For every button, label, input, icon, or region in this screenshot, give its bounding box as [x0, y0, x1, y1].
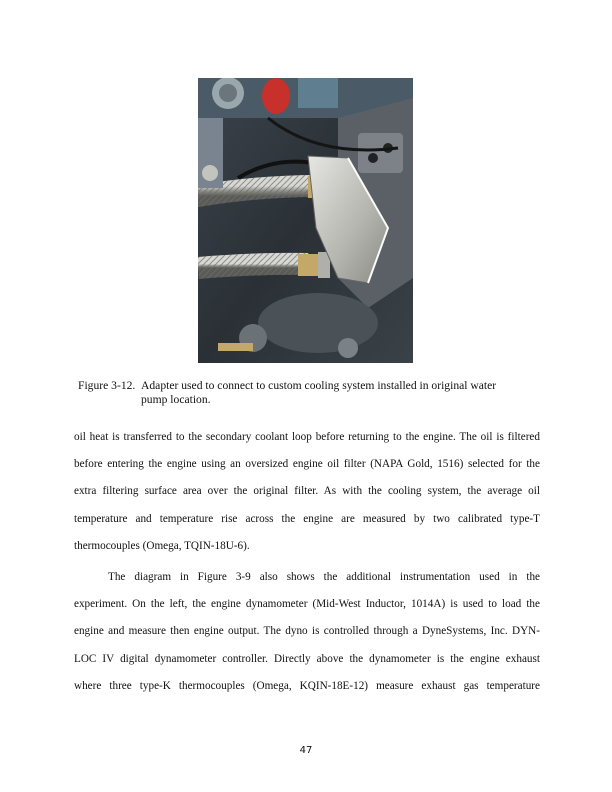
text-line: thermocouples (Omega, TQIN-18U-6). [74, 539, 250, 552]
body-paragraph-2 [74, 564, 540, 700]
caption-number: Figure 3-12. [78, 379, 136, 392]
text-line: oil heat is transferred to the secondary coolant loop before returning to the engine. The oil is filtered [74, 431, 540, 443]
figure-photo [198, 78, 413, 363]
text-line: The diagram in Figure 3-9 also shows the additional instrumentation used in the [108, 571, 540, 583]
text-line: where three type-K thermocouples (Omega, KQIN-18E-12) measure exhaust gas temperature [74, 679, 540, 692]
caption-text-line1: Adapter used to connect to custom cooling system installed in original water [141, 379, 497, 392]
caption-text-line2: pump location. [141, 393, 211, 406]
text-line: LOC IV digital dynamometer controller. Directly above the dynamometer is the engine exhaust [74, 652, 540, 665]
page-number: 47 [299, 745, 313, 756]
figure-caption [78, 379, 548, 407]
text-line: engine and measure then engine output. The dyno is controlled through a DyneSystems, Inc. DYN- [74, 625, 540, 638]
text-line: before entering the engine using an oversized engine oil filter (NAPA Gold, 1516) selected for the [74, 458, 540, 471]
body-paragraph-1 [74, 424, 540, 560]
text-line: temperature and temperature rise across the engine are measured by two calibrated type-T [74, 512, 540, 525]
text-line: extra filtering surface area over the original filter. As with the cooling system, the average oil [74, 485, 540, 498]
text-line: experiment. On the left, the engine dynamometer (Mid-West Inductor, 1014A) is used to load the [74, 598, 540, 611]
